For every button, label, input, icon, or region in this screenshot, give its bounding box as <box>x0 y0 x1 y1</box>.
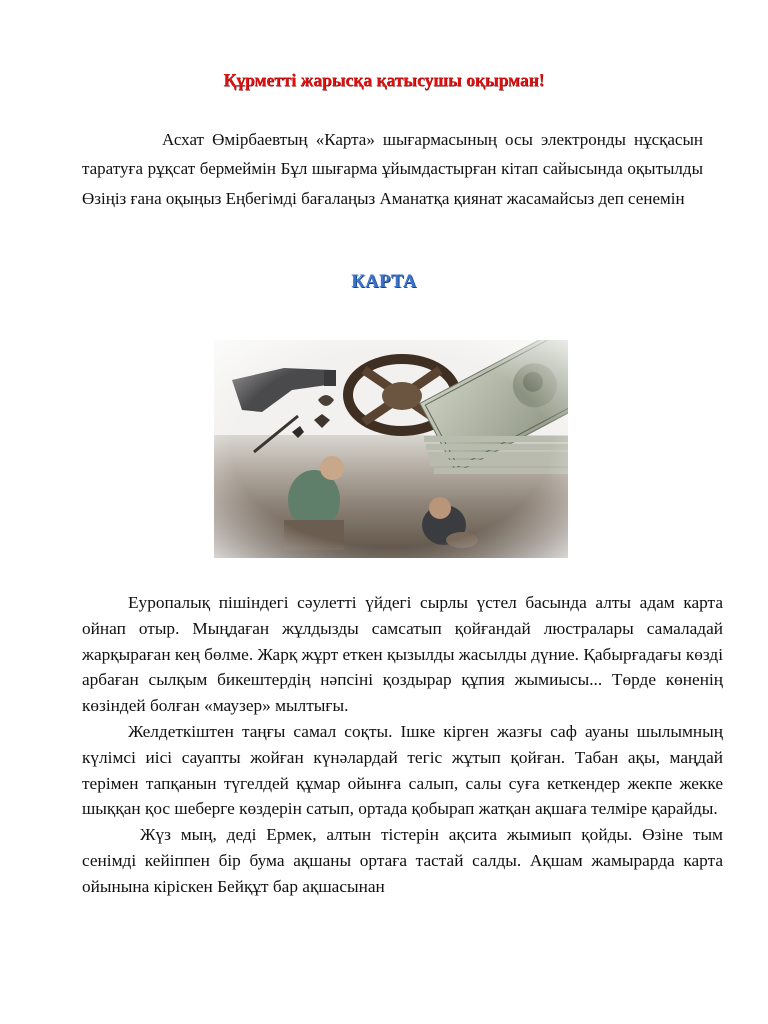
notice-text: Асхат Өмірбаевтың «Карта» шығармасының осы электронды нұсқасын таратуға рұқсат бермеймін Бұл шығарма ұйымдастырған кітап сайысында оқытылды Өзіңіз ғана оқыңыз Еңбегімді бағалаңыз Аманатқа қиянат жасамайсыз деп сенемін <box>82 130 703 208</box>
notice-paragraph <box>82 125 703 213</box>
story-title: КАРТА <box>351 272 417 292</box>
story-paragraph: Желдеткіштен таңғы самал соқты. Ішке кірген жазғы саф ауаны шылымның күлімсі иісі сауапты жойған күнәлардай тегіс жұтып қойған. Табан ақы, маңдай терімен тапқанын түгелдей құмар ойынға салып, салы суға кеткендер жекпе жекке шыққан қос шеберге көздерін сатып, ортада қобырап жатқан ақшаға телміре қарайды. <box>82 721 723 819</box>
notice-title: Құрметті жарысқа қатысушы оқырман! <box>223 70 545 90</box>
story-illustration <box>214 340 568 558</box>
illustration-collage-image <box>214 340 568 558</box>
story-paragraph: Еуропалық пішіндегі сәулетті үйдегі сырлы үстел басында алты адам карта ойнап отыр. Мыңдаған жұлдызды самсатып қойғандай люстралары самаладай жарқыраған кең бөлме. Жарқ жұрт еткен қызылды жасылды дүние. Қабырғадағы көзді арбаған сылқым бикештердің нәпсіні қоздырар құпия жымиысы... Төрде көненің көзіндей болған «маузер» мылтығы. <box>82 593 723 716</box>
story-body <box>82 590 723 900</box>
story-paragraph: Жүз мың, деді Ермек, алтын тістерін ақсита жымиып қойды. Өзіне тым сенімді кейіппен бір бума ақшаны ортаға тастай салды. Ақшам жамырарда карта ойынына кіріскен Бейқұт бар ақшасынан <box>82 825 723 896</box>
